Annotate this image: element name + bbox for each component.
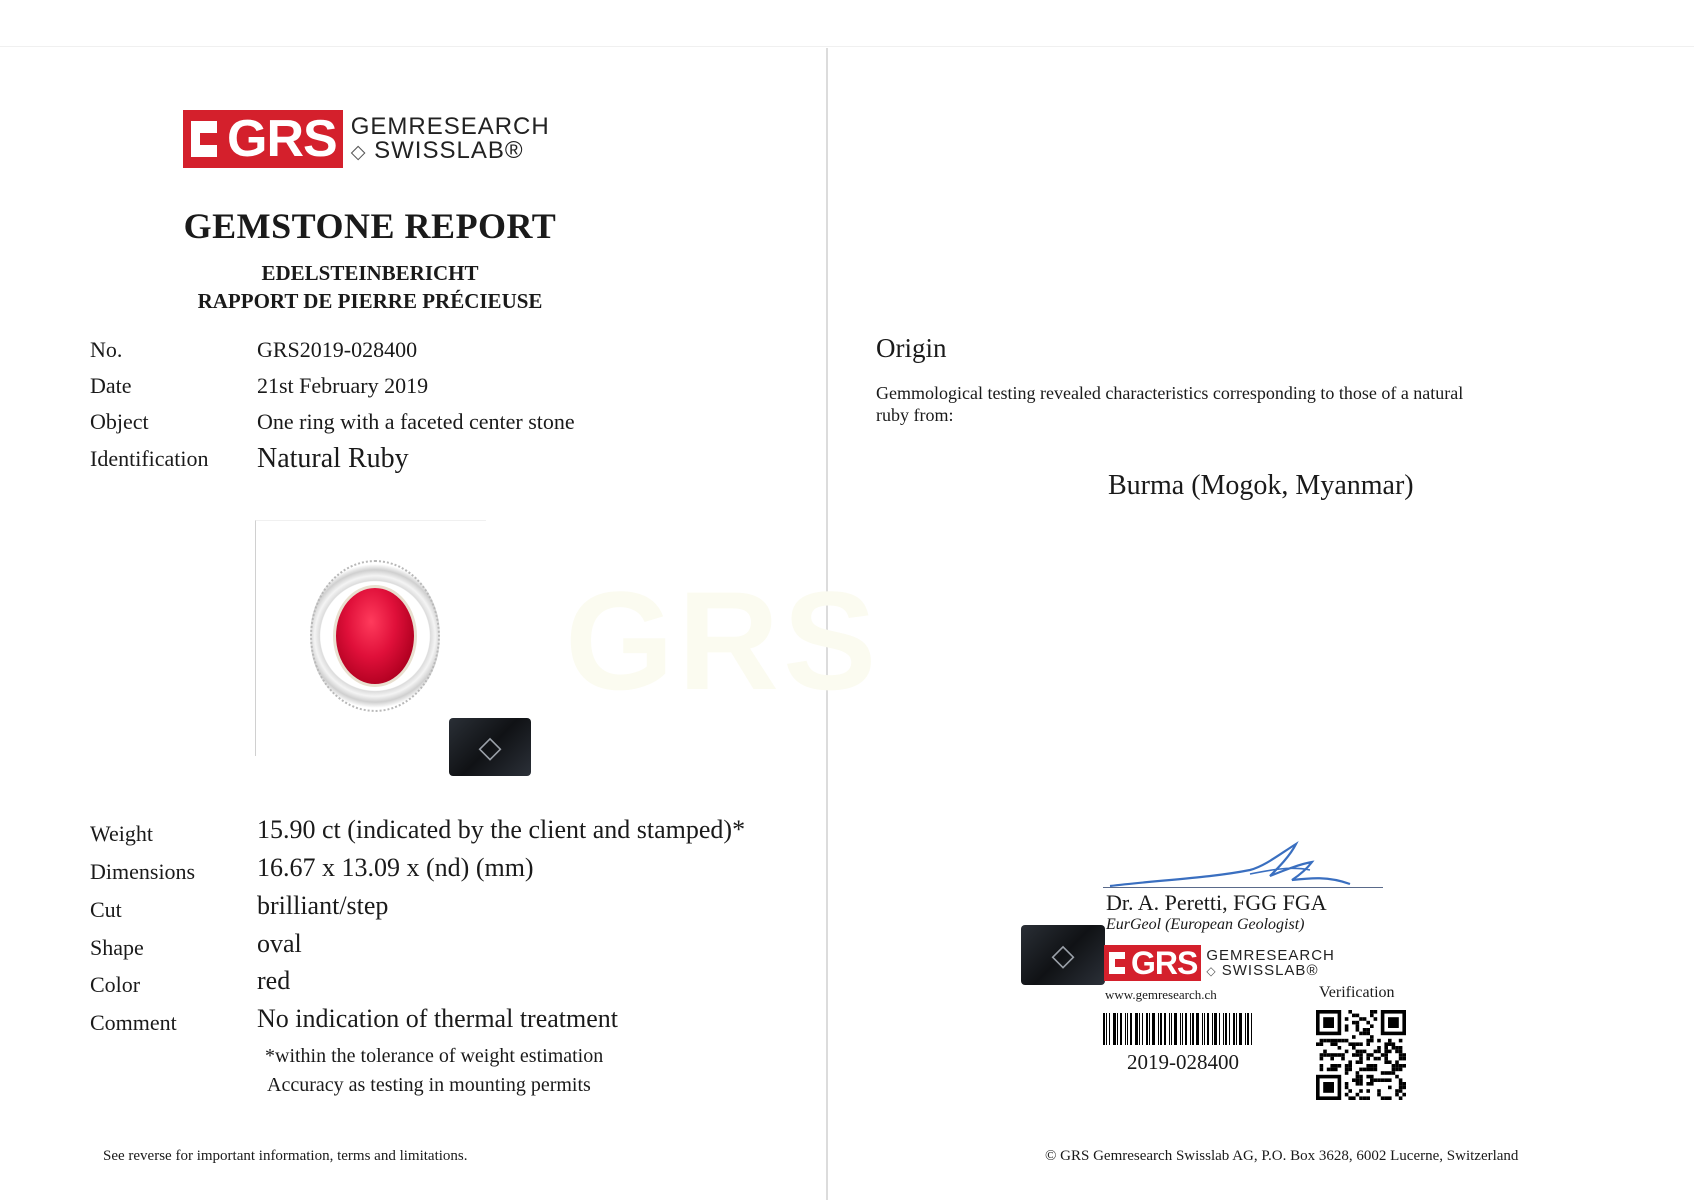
grs-logo-mark bbox=[183, 110, 343, 168]
grs-logo-wordmark-small bbox=[1206, 948, 1335, 979]
barcode-bar bbox=[1182, 1013, 1183, 1045]
object-value: One ring with a faceted center stone bbox=[257, 409, 575, 434]
barcode-bar bbox=[1204, 1013, 1205, 1045]
mounting-footnote: Accuracy as testing in mounting permits bbox=[267, 1074, 591, 1096]
barcode-bar bbox=[1214, 1013, 1217, 1045]
cut-value: brilliant/step bbox=[257, 891, 389, 920]
no-label: No. bbox=[90, 337, 123, 362]
grs-logo-letters-small: GRS bbox=[1131, 944, 1198, 981]
barcode-icon bbox=[1103, 1013, 1283, 1045]
object-label: Object bbox=[90, 409, 149, 434]
dimensions-value: 16.67 x 13.09 x (nd) (mm) bbox=[257, 853, 534, 882]
color-label: Color bbox=[90, 972, 141, 997]
grs-watermark: GRS bbox=[565, 562, 881, 719]
signer-role: EurGeol (European Geologist) bbox=[1106, 916, 1305, 933]
dimensions-label: Dimensions bbox=[90, 859, 196, 884]
barcode-bar bbox=[1120, 1013, 1122, 1045]
no-value: GRS2019-028400 bbox=[257, 337, 418, 362]
barcode-bar bbox=[1223, 1013, 1224, 1045]
grs-logo-wordmark bbox=[350, 112, 550, 164]
date-value: 21st February 2019 bbox=[257, 373, 429, 398]
diamond-icon: ◇ bbox=[350, 142, 367, 163]
barcode-bar bbox=[1146, 1013, 1148, 1045]
barcode-bar bbox=[1174, 1013, 1177, 1045]
diamond-icon: ◇ bbox=[1206, 964, 1217, 978]
barcode-bar bbox=[1202, 1013, 1203, 1045]
comment-value: No indication of thermal treatment bbox=[257, 1004, 618, 1033]
barcode-bar bbox=[1239, 1013, 1242, 1045]
barcode-bar bbox=[1190, 1013, 1191, 1045]
barcode-bar bbox=[1160, 1013, 1162, 1045]
barcode-bar bbox=[1103, 1013, 1105, 1045]
top-edge-line bbox=[0, 46, 1694, 47]
report-title: GEMSTONE REPORT bbox=[183, 206, 557, 246]
color-value: red bbox=[257, 966, 291, 995]
origin-description: Gemmological testing revealed characteristics corresponding to those of a natural ruby from: bbox=[876, 383, 1464, 425]
barcode-bar bbox=[1180, 1013, 1181, 1045]
barcode-number: 2019-028400 bbox=[1127, 1050, 1239, 1074]
grs-logo-small-line1: GEMRESEARCH bbox=[1206, 946, 1335, 964]
barcode-bar bbox=[1169, 1013, 1170, 1045]
reverse-notice: See reverse for important information, terms and limitations. bbox=[103, 1148, 468, 1164]
barcode-bar bbox=[1192, 1013, 1194, 1045]
grs-logo-mark-small bbox=[1104, 945, 1201, 981]
signature-line bbox=[1103, 887, 1383, 888]
grs-logo-line1: GEMRESEARCH bbox=[350, 112, 550, 140]
shape-label: Shape bbox=[90, 935, 144, 960]
weight-value: 15.90 ct (indicated by the client and stamped)* bbox=[257, 815, 746, 844]
origin-value: Burma (Mogok, Myanmar) bbox=[1108, 470, 1414, 501]
grs-logo-small bbox=[1104, 945, 1335, 981]
weight-label: Weight bbox=[90, 821, 153, 846]
barcode-bar bbox=[1236, 1013, 1237, 1045]
barcode-bar bbox=[1130, 1013, 1132, 1045]
barcode-bar bbox=[1219, 1013, 1220, 1045]
identification-value: Natural Ruby bbox=[257, 443, 409, 474]
grs-flag-icon bbox=[1109, 952, 1125, 974]
weight-footnote: *within the tolerance of weight estimation bbox=[265, 1045, 604, 1067]
barcode-bar bbox=[1196, 1013, 1199, 1045]
barcode-bar bbox=[1185, 1013, 1187, 1045]
barcode-bar bbox=[1125, 1013, 1126, 1045]
barcode-bar bbox=[1139, 1013, 1140, 1045]
barcode-bar bbox=[1142, 1013, 1143, 1045]
barcode-bar bbox=[1225, 1013, 1227, 1045]
diamond-hologram-seal-icon: ◇ bbox=[1021, 925, 1105, 985]
barcode-bar bbox=[1251, 1013, 1252, 1045]
barcode-bar bbox=[1149, 1013, 1150, 1045]
barcode-bar bbox=[1212, 1013, 1213, 1045]
shape-value: oval bbox=[257, 929, 302, 958]
verification-label: Verification bbox=[1319, 984, 1395, 1001]
barcode-bar bbox=[1247, 1013, 1249, 1045]
diamond-hologram-seal-icon: ◇ bbox=[449, 718, 531, 776]
copyright-footer: © GRS Gemresearch Swisslab AG, P.O. Box 3628, 6002 Lucerne, Switzerland bbox=[1045, 1148, 1519, 1164]
barcode-bar bbox=[1158, 1013, 1159, 1045]
cut-label: Cut bbox=[90, 897, 122, 922]
barcode-bar bbox=[1117, 1013, 1118, 1045]
report-subtitle bbox=[0, 259, 740, 315]
ruby-stone-image bbox=[336, 588, 414, 684]
barcode-bar bbox=[1233, 1013, 1235, 1045]
grs-flag-icon bbox=[191, 121, 217, 157]
barcode-bar bbox=[1245, 1013, 1246, 1045]
report-subtitle-de: EDELSTEINBERICHT bbox=[261, 261, 479, 285]
barcode-bar bbox=[1229, 1013, 1230, 1045]
barcode-bar bbox=[1152, 1013, 1155, 1045]
barcode-bar bbox=[1127, 1013, 1128, 1045]
barcode-bar bbox=[1113, 1013, 1116, 1045]
barcode-bar bbox=[1135, 1013, 1138, 1045]
signer-name: Dr. A. Peretti, FGG FGA bbox=[1106, 890, 1327, 915]
grs-logo-small-line2: SWISSLAB® bbox=[1221, 962, 1319, 979]
barcode-bar bbox=[1164, 1013, 1166, 1045]
qr-code-icon[interactable] bbox=[1316, 1010, 1406, 1100]
signature-image bbox=[1100, 840, 1390, 892]
barcode-bar bbox=[1109, 1013, 1110, 1045]
website-link[interactable]: www.gemresearch.ch bbox=[1105, 987, 1217, 1002]
date-label: Date bbox=[90, 373, 132, 398]
barcode-bar bbox=[1106, 1013, 1107, 1045]
comment-label: Comment bbox=[90, 1010, 177, 1035]
grs-logo-line2: SWISSLAB® bbox=[374, 137, 524, 164]
grs-logo-letters: GRS bbox=[227, 110, 337, 168]
report-subtitle-fr: RAPPORT DE PIERRE PRÉCIEUSE bbox=[197, 289, 543, 313]
barcode-bar bbox=[1207, 1013, 1209, 1045]
identification-label: Identification bbox=[90, 446, 209, 471]
barcode-bar bbox=[1171, 1013, 1172, 1045]
grs-logo bbox=[183, 110, 550, 168]
origin-heading: Origin bbox=[876, 333, 947, 363]
